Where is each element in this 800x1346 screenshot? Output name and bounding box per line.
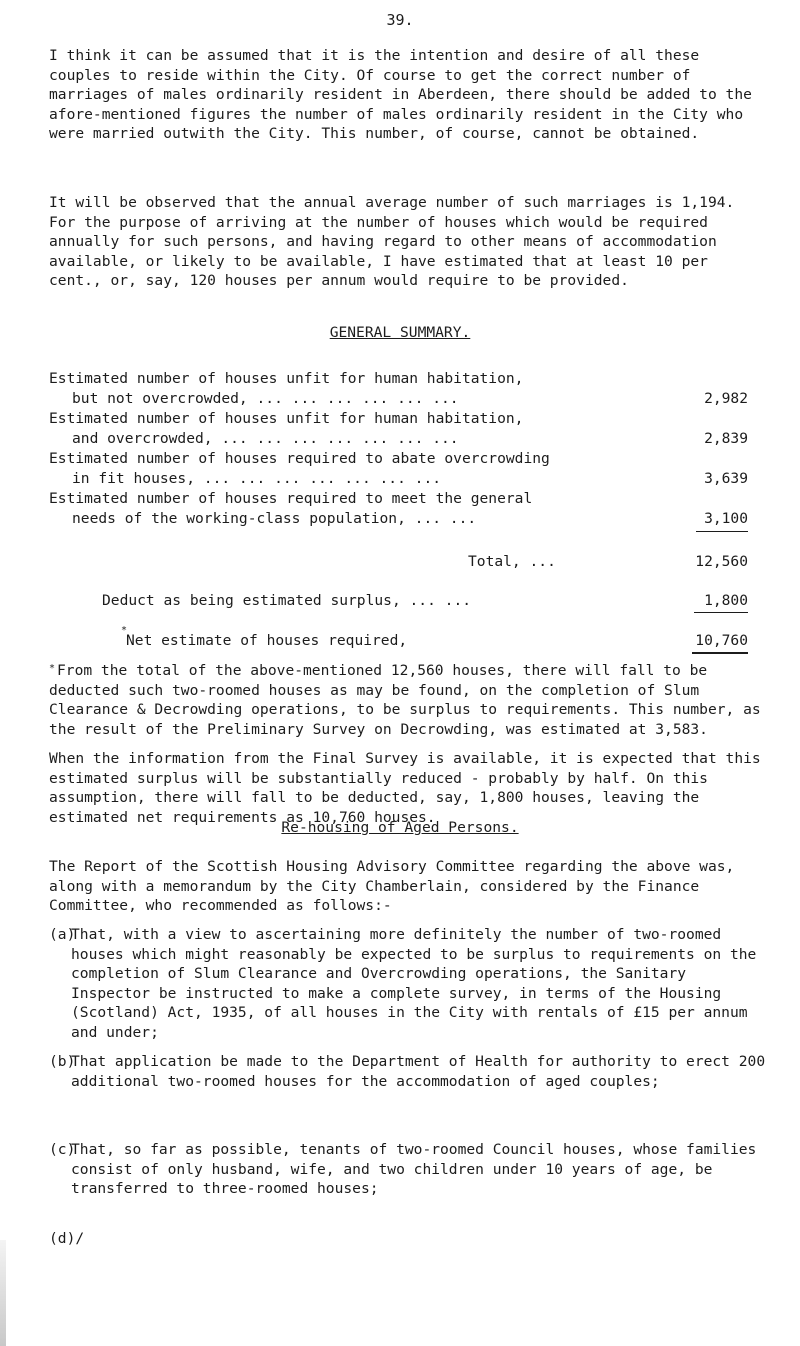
summary-row-2-line1: Estimated number of houses unfit for human habitation, bbox=[49, 410, 524, 427]
footnote-marker: * bbox=[49, 663, 56, 674]
subtotal-rule bbox=[696, 531, 748, 532]
total-value: 12,560 bbox=[695, 553, 748, 570]
final-survey-paragraph: When the information from the Final Survey is available, it is expected that this estimated surplus will be substantially reduced - probably by half. On this assumption, there will fall to be deducted, say, 1,800 houses, leaving the estimated net requirements as 10,760 houses. bbox=[49, 750, 761, 826]
summary-row-3-line2: in fit houses, ... ... ... ... ... ... ... bbox=[72, 470, 442, 487]
page-number: 39. bbox=[386, 11, 414, 29]
net-footnote-marker: * bbox=[121, 625, 128, 636]
deduct-label: Deduct as being estimated surplus, ... ... bbox=[102, 592, 472, 609]
net-double-rule bbox=[692, 652, 748, 654]
recommendation-a bbox=[49, 925, 769, 1043]
general-summary-heading: GENERAL SUMMARY. bbox=[329, 324, 471, 341]
deduct-value: 1,800 bbox=[704, 592, 748, 609]
summary-row-1-line2: but not overcrowded, ... ... ... ... ... ... bbox=[72, 390, 459, 407]
summary-row-3 bbox=[72, 469, 748, 489]
rehousing-intro: The Report of the Scottish Housing Advisory Committee regarding the above was, along with a memorandum by the City Chamberlain, considered by the Finance Committee, who recommended as follows:- bbox=[49, 858, 735, 915]
summary-row-1 bbox=[72, 389, 748, 409]
summary-row-2-value: 2,839 bbox=[704, 430, 748, 447]
summary-row-4-line2: needs of the working-class population, ... ... bbox=[72, 510, 477, 527]
summary-row-1-value: 2,982 bbox=[704, 390, 748, 407]
summary-row-3-line1: Estimated number of houses required to abate overcrowding bbox=[49, 450, 550, 467]
deduct-rule bbox=[694, 612, 748, 613]
summary-row-4 bbox=[72, 509, 748, 529]
summary-row-4-value: 3,100 bbox=[704, 510, 748, 527]
summary-row-3-value: 3,639 bbox=[704, 470, 748, 487]
recommendation-b-text: That application be made to the Department of Health for authority to erect 200 additional two-roomed houses for the accommodation of aged couples; bbox=[71, 1053, 766, 1090]
recommendation-a-text: That, with a view to ascertaining more definitely the number of two-roomed houses which might reasonably be expected to be surplus to requirements on the completion of Slum Clearance and Overcrowding operations, the Sanitary Inspector be instructed to make a complete survey, in terms of the Housing (Scotland) Act, 1935, of all houses in the City with rentals of £15 per annum and under; bbox=[71, 926, 757, 1041]
paragraph-annual-average: It will be observed that the annual average number of such marriages is 1,194. For the purpose of arriving at the number of houses which would be required annually for such persons, and having regard to other means of accommodation available, or likely to be available, I have estimated that at least 10 per cent., or, say, 120 houses per annum would require to be provided. bbox=[49, 194, 735, 290]
total-label: Total, ... bbox=[468, 553, 556, 570]
recommendation-b bbox=[49, 1052, 769, 1091]
continuation-catchword: (d)/ bbox=[49, 1230, 85, 1247]
scan-edge-shadow bbox=[0, 1240, 6, 1346]
summary-row-4-line1: Estimated number of houses required to meet the general bbox=[49, 490, 533, 507]
summary-row-2 bbox=[72, 429, 748, 449]
recommendation-b-label: (b) bbox=[49, 1053, 76, 1070]
recommendation-c bbox=[49, 1140, 769, 1199]
paragraph-marriages-residence: I think it can be assumed that it is the intention and desire of all these couples to reside within the City. Of course to get the correct number of marriages of males ordinarily resident in Aberdeen, there should be added to the afore-mentioned figures the number of males ordinarily resident in the City who were married outwith the City. This number, of course, cannot be obtained. bbox=[49, 47, 752, 143]
net-value: 10,760 bbox=[695, 632, 748, 649]
summary-row-1-line1: Estimated number of houses unfit for human habitation, bbox=[49, 370, 524, 387]
rehousing-heading: Re-housing of Aged Persons. bbox=[281, 819, 519, 836]
recommendation-c-text: That, so far as possible, tenants of two-roomed Council houses, whose families consist of only husband, wife, and two children under 10 years of age, be transferred to three-roomed houses; bbox=[71, 1141, 757, 1198]
footnote-paragraph: From the total of the above-mentioned 12,560 houses, there will fall to be deducted such two-roomed houses as may be found, on the completion of Slum Clearance & Decrowding operations, to be surplus to requirements. This number, as the result of the Preliminary Survey on Decrowding, was estimated at 3,583. bbox=[49, 662, 761, 738]
recommendation-a-label: (a) bbox=[49, 926, 76, 943]
net-label: Net estimate of houses required, bbox=[126, 632, 408, 649]
recommendation-c-label: (c) bbox=[49, 1141, 76, 1158]
summary-row-2-line2: and overcrowded, ... ... ... ... ... ... ... bbox=[72, 430, 459, 447]
